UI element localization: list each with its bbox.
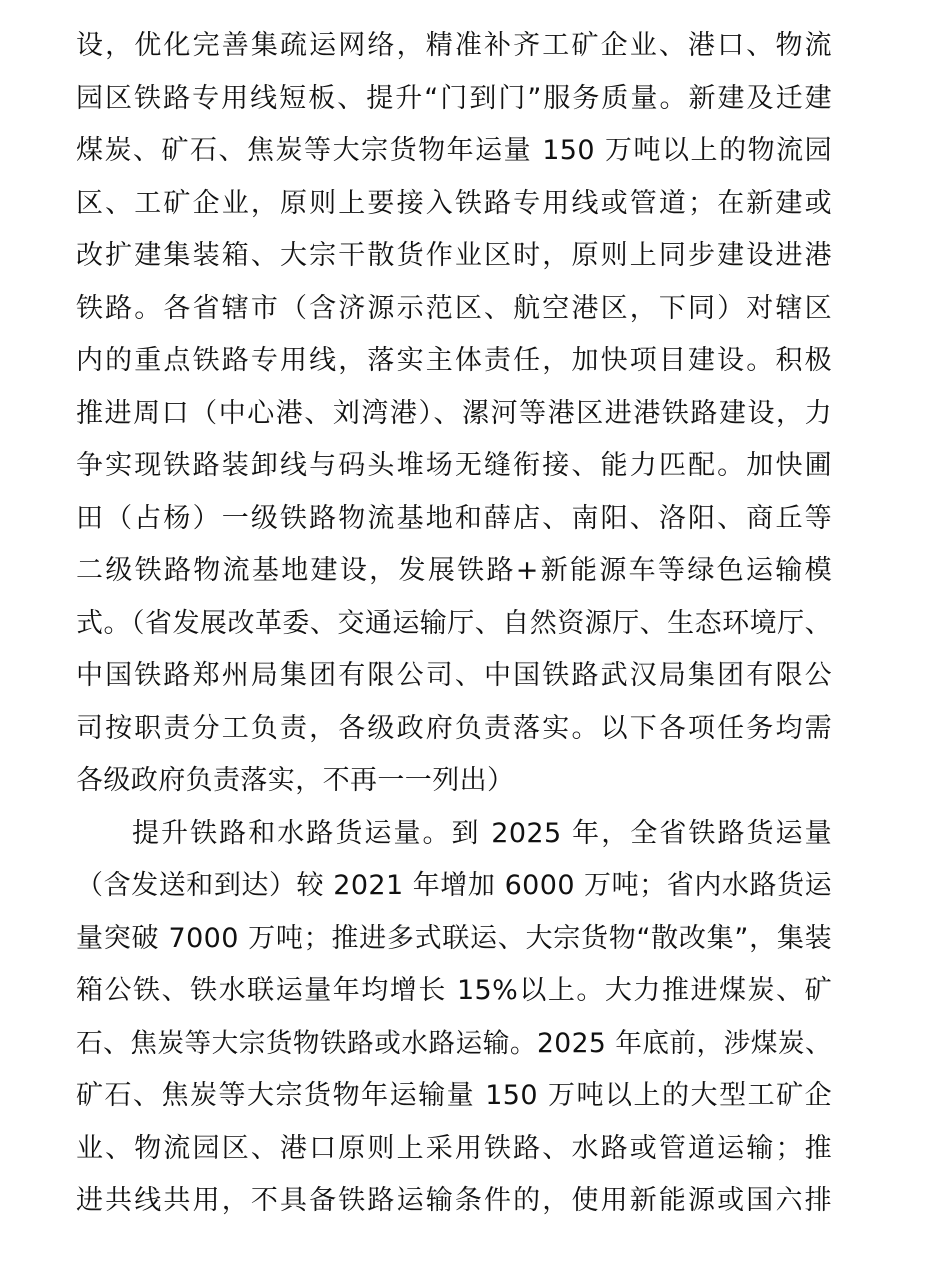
text-line: 改扩建集装箱、大宗干散货作业区时，原则上同步建设进港 [76, 240, 832, 271]
text-line: 铁路。各省辖市（含济源示范区、航空港区，下同）对辖区 [76, 292, 832, 324]
text-line: 园区铁路专用线短板、提升“门到门”服务质量。新建及迁建 [76, 82, 832, 114]
document-body [76, 20, 832, 1228]
text-line: 石、焦炭等大宗货物铁路或水路运输。2025 年底前，涉煤炭、 [76, 1027, 832, 1059]
text-line: 司按职责分工负责，各级政府负责落实。以下各项任务均需 [76, 712, 832, 744]
text-line: 煤炭、矿石、焦炭等大宗货物年运量 150 万吨以上的物流园 [76, 135, 832, 166]
text-line: 田（占杨）一级铁路物流基地和薛店、南阳、洛阳、商丘等 [76, 502, 832, 534]
text-line: 区、工矿企业，原则上要接入铁路专用线或管道；在新建或 [76, 187, 832, 219]
text-line: 量突破 7000 万吨；推进多式联运、大宗货物“散改集”，集装 [76, 922, 832, 954]
text-line: 各级政府负责落实，不再一一列出） [76, 765, 515, 796]
text-line: 业、物流园区、港口原则上采用铁路、水路或管道运输；推 [76, 1132, 832, 1164]
text-line: 内的重点铁路专用线，落实主体责任，加快项目建设。积极 [76, 345, 832, 376]
paragraph-start-line: 提升铁路和水路货运量。到 2025 年，全省铁路货运量 [132, 817, 832, 849]
text-line: 推进周口（中心港、刘湾港）、漯河等港区进港铁路建设，力 [76, 397, 832, 429]
text-line: 中国铁路郑州局集团有限公司、中国铁路武汉局集团有限公 [76, 660, 832, 691]
text-line: 式。（省发展改革委、交通运输厅、自然资源厅、生态环境厅、 [76, 607, 832, 639]
text-line: 矿石、焦炭等大宗货物年运输量 150 万吨以上的大型工矿企 [76, 1080, 832, 1111]
text-line: 设，优化完善集疏运网络，精准补齐工矿企业、港口、物流 [76, 30, 832, 61]
text-line: 箱公铁、铁水联运量年均增长 15%以上。大力推进煤炭、矿 [76, 975, 832, 1006]
text-line: 二级铁路物流基地建设，发展铁路+新能源车等绿色运输模 [76, 555, 832, 586]
text-line: 争实现铁路装卸线与码头堆场无缝衔接、能力匹配。加快圃 [76, 450, 832, 481]
text-line: 进共线共用，不具备铁路运输条件的，使用新能源或国六排 [76, 1185, 832, 1216]
text-line: （含发送和到达）较 2021 年增加 6000 万吨；省内水路货运 [76, 870, 832, 901]
